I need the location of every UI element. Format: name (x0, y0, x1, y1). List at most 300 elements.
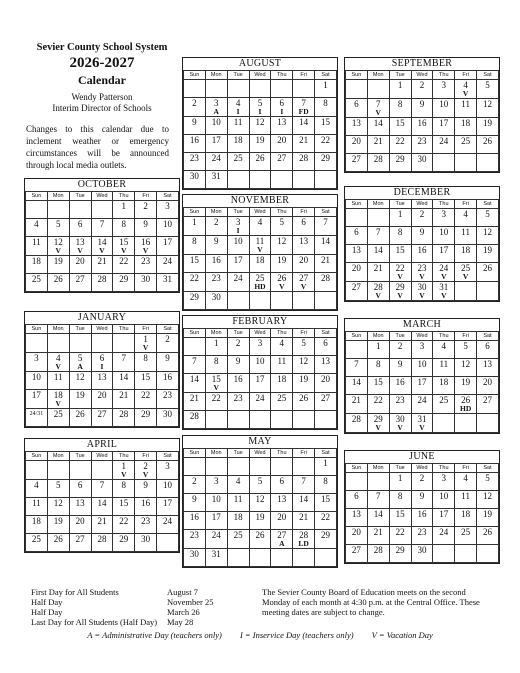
day-marker: I (236, 226, 240, 235)
day-cell (271, 171, 293, 189)
day-cell (91, 409, 113, 427)
day-marker: V (300, 282, 307, 291)
day-cell (69, 237, 91, 256)
weekday-header: Sun (26, 325, 48, 334)
day-cell (91, 334, 113, 353)
day-number: 5 (279, 217, 285, 227)
day-number: 20 (299, 255, 309, 265)
week-row (346, 80, 499, 99)
day-cell (69, 498, 91, 516)
day-number: 20 (75, 516, 85, 526)
day-number: 23 (417, 527, 427, 537)
day-number: 19 (299, 374, 309, 384)
day-cell (26, 353, 48, 372)
day-cell (477, 395, 499, 414)
day-number: 22 (395, 263, 405, 273)
day-cell (433, 118, 455, 136)
weekday-header: Wed (249, 449, 271, 458)
day-cell (249, 338, 271, 356)
day-cell (227, 393, 249, 411)
day-cell (455, 227, 477, 245)
day-number: 22 (119, 516, 129, 526)
day-cell (346, 509, 368, 527)
day-cell (47, 498, 69, 516)
day-number: 2 (235, 338, 241, 348)
day-cell (113, 409, 135, 427)
day-cell (271, 135, 293, 153)
day-cell (315, 255, 337, 273)
day-cell (227, 135, 249, 153)
day-number: 12 (461, 359, 471, 369)
day-cell (389, 282, 411, 301)
weekday-header: Thu (433, 200, 455, 209)
day-cell (271, 549, 293, 567)
week-row (26, 498, 179, 516)
day-number: 8 (214, 356, 219, 366)
day-cell (26, 219, 48, 237)
day-number: 6 (354, 227, 359, 237)
day-cell (367, 377, 389, 395)
day-cell (455, 377, 477, 395)
weekday-header: Fri (135, 192, 157, 201)
weekday-header: Thu (433, 332, 455, 341)
day-cell (135, 390, 157, 409)
day-number: 17 (211, 512, 221, 522)
day-cell (227, 338, 249, 356)
day-number: 13 (483, 359, 493, 369)
day-cell (135, 516, 157, 534)
day-number: 30 (211, 292, 221, 302)
week-row (346, 99, 499, 118)
day-number: 11 (233, 494, 243, 504)
day-number: 23 (189, 530, 199, 540)
weekday-header: Tue (389, 71, 411, 80)
day-number: 26 (75, 409, 85, 419)
day-number: 3 (214, 98, 219, 108)
day-cell (69, 461, 91, 480)
day-marker: V (121, 470, 127, 479)
day-cell (293, 255, 315, 273)
day-number: 12 (483, 491, 493, 501)
day-cell (433, 359, 455, 377)
day-cell (47, 274, 69, 292)
day-cell (411, 136, 433, 154)
day-cell (184, 393, 206, 411)
day-cell (433, 509, 455, 527)
day-number: 3 (34, 353, 39, 363)
day-number: 28 (97, 274, 107, 284)
day-cell (249, 393, 271, 411)
weekday-header: Thu (271, 329, 293, 338)
day-number: 19 (255, 135, 265, 145)
day-cell (249, 458, 271, 476)
day-number: 10 (439, 227, 449, 237)
month-title: JUNE (409, 451, 435, 462)
day-cell (293, 292, 315, 310)
day-number: 18 (31, 256, 41, 266)
day-cell (433, 209, 455, 227)
day-number: 21 (97, 256, 107, 266)
day-number: 29 (141, 409, 151, 419)
day-number: 25 (53, 409, 63, 419)
day-number: 26 (277, 273, 287, 283)
day-number: 5 (257, 476, 263, 486)
day-number: 1 (397, 80, 403, 90)
day-number: 1 (192, 217, 197, 227)
day-cell (205, 153, 227, 171)
day-number: 20 (351, 527, 361, 537)
day-cell (477, 341, 499, 359)
day-cell (411, 99, 433, 118)
day-number: 29 (119, 274, 129, 284)
weekday-header: Wed (91, 325, 113, 334)
day-number: 4 (34, 219, 39, 229)
day-cell (346, 545, 368, 563)
day-cell (477, 99, 499, 118)
day-number: 27 (97, 409, 107, 419)
day-cell (315, 530, 337, 549)
day-cell (433, 263, 455, 282)
week-row (26, 534, 179, 552)
weekday-header: Tue (69, 192, 91, 201)
weekday-header: Sat (477, 200, 499, 209)
month-december (344, 186, 500, 302)
day-cell (227, 171, 249, 189)
weekday-header: Mon (47, 452, 69, 461)
day-number: 7 (99, 219, 105, 229)
day-cell (113, 274, 135, 292)
day-number: 12 (277, 236, 287, 246)
day-cell (315, 153, 337, 171)
month-table (25, 451, 179, 552)
month-table (345, 463, 499, 563)
day-number: 22 (395, 136, 405, 146)
day-cell (477, 209, 499, 227)
day-number: 30 (189, 549, 199, 559)
day-number: 27 (483, 395, 493, 405)
day-cell (69, 334, 91, 353)
day-cell (184, 236, 206, 255)
weekday-header: Thu (271, 449, 293, 458)
day-cell (293, 273, 315, 292)
director-role: Interim Director of Schools (52, 103, 152, 113)
day-cell (367, 263, 389, 282)
day-number: 18 (461, 245, 471, 255)
weekday-header: Fri (135, 325, 157, 334)
day-number: 26 (483, 136, 493, 146)
day-number: 24 (439, 263, 449, 273)
day-cell (249, 236, 271, 255)
day-cell (455, 473, 477, 491)
day-number: 22 (321, 512, 331, 522)
weekday-header: Mon (205, 208, 227, 217)
day-number: 9 (214, 236, 219, 246)
day-marker: V (142, 343, 149, 352)
day-cell (135, 461, 157, 480)
day-cell (346, 341, 368, 359)
day-cell (205, 273, 227, 292)
key-date-label: First Day for All Students (31, 587, 119, 597)
week-row (184, 217, 337, 236)
day-number: 27 (299, 273, 309, 283)
day-number: 14 (351, 377, 361, 387)
day-number: 2 (214, 217, 219, 227)
day-marker: V (441, 291, 447, 300)
day-number: 12 (255, 494, 265, 504)
day-marker: HD (254, 282, 266, 291)
month-title: SEPTEMBER (391, 58, 453, 69)
day-cell (227, 549, 249, 567)
day-cell (367, 545, 389, 563)
day-number: 15 (395, 118, 405, 128)
day-cell (271, 512, 293, 530)
day-number: 19 (75, 390, 85, 400)
weekday-header: Tue (227, 71, 249, 80)
day-cell (184, 476, 206, 494)
day-cell (184, 530, 206, 549)
day-cell (91, 498, 113, 516)
weekday-header: Sat (315, 449, 337, 458)
day-number: 11 (32, 237, 41, 247)
day-cell (205, 512, 227, 530)
day-number: 15 (189, 255, 199, 265)
day-number: 28 (97, 534, 107, 544)
weekday-header: Fri (455, 332, 477, 341)
day-number: 19 (483, 245, 493, 255)
weekday-header: Fri (135, 452, 157, 461)
day-cell (455, 282, 477, 301)
day-cell (433, 377, 455, 395)
day-cell (249, 356, 271, 374)
weekday-header: Sun (184, 208, 206, 217)
day-cell (477, 136, 499, 154)
day-cell (69, 201, 91, 219)
day-cell (293, 411, 315, 429)
week-row (346, 154, 499, 172)
day-number: 5 (485, 473, 490, 483)
weekday-header: Wed (249, 71, 271, 80)
day-number: 15 (395, 245, 405, 255)
day-number: 22 (141, 390, 151, 400)
day-cell (411, 227, 433, 245)
day-number: 14 (299, 117, 309, 127)
day-cell (227, 512, 249, 530)
day-number: 5 (485, 209, 490, 219)
day-number: 27 (351, 545, 361, 555)
day-number: 25 (233, 530, 243, 540)
day-cell (411, 341, 433, 359)
day-cell (433, 341, 455, 359)
weekday-header: Tue (69, 325, 91, 334)
day-number: 9 (192, 117, 197, 127)
day-number: 8 (376, 359, 381, 369)
weekday-header: Thu (113, 325, 135, 334)
day-number: 23 (189, 153, 199, 163)
day-cell (135, 201, 157, 219)
day-number: 26 (483, 527, 493, 537)
month-april (24, 438, 180, 553)
day-cell (47, 353, 69, 372)
day-cell (455, 136, 477, 154)
day-number: 8 (192, 236, 197, 246)
day-number: 17 (163, 237, 173, 247)
day-cell (69, 274, 91, 292)
day-number: 24 (211, 153, 221, 163)
day-cell (389, 209, 411, 227)
day-marker: V (375, 108, 381, 117)
day-number: 19 (53, 516, 63, 526)
week-row (346, 395, 499, 414)
day-cell (346, 282, 368, 301)
weekday-header: Mon (367, 332, 389, 341)
day-cell (113, 372, 135, 390)
day-cell (433, 473, 455, 491)
day-number: 9 (192, 494, 197, 504)
day-number: 27 (75, 534, 85, 544)
day-number: 21 (119, 390, 129, 400)
day-cell (389, 263, 411, 282)
day-number: 2 (165, 334, 170, 344)
day-number: 16 (189, 512, 199, 522)
day-number: 27 (351, 154, 361, 164)
day-cell (346, 473, 368, 491)
day-cell (315, 476, 337, 494)
day-marker: V (121, 246, 127, 255)
day-cell (205, 171, 227, 189)
day-cell (227, 153, 249, 171)
weekday-header: Fri (455, 71, 477, 80)
week-row (26, 353, 179, 372)
week-row (184, 476, 337, 494)
day-number: 25 (255, 273, 265, 283)
day-cell (271, 458, 293, 476)
weekday-header: Thu (113, 192, 135, 201)
weekday-header: Sat (315, 208, 337, 217)
day-cell (315, 374, 337, 393)
day-number: 20 (321, 374, 331, 384)
day-number: 13 (75, 237, 85, 247)
day-number: 26 (53, 274, 63, 284)
day-cell (91, 534, 113, 552)
weekday-header: Thu (271, 208, 293, 217)
day-number: 21 (373, 263, 383, 273)
day-number: 6 (279, 98, 285, 108)
day-cell (227, 530, 249, 549)
day-cell (249, 292, 271, 310)
month-october (24, 178, 180, 293)
day-cell (113, 237, 135, 256)
day-cell (47, 201, 69, 219)
week-row (184, 512, 337, 530)
day-cell (293, 374, 315, 393)
day-cell (205, 236, 227, 255)
weekday-header: Tue (69, 452, 91, 461)
day-cell (346, 377, 368, 395)
day-cell (389, 395, 411, 414)
day-number: 20 (97, 390, 107, 400)
day-cell (315, 458, 337, 476)
day-number: 17 (439, 118, 449, 128)
day-number: 25 (461, 136, 471, 146)
day-number: 3 (235, 217, 241, 227)
day-cell (411, 509, 433, 527)
day-number: 7 (323, 217, 328, 227)
day-cell (455, 80, 477, 99)
day-cell (346, 209, 368, 227)
director-name: Wendy Patterson (71, 92, 133, 102)
day-number: 8 (121, 219, 127, 229)
week-row (26, 390, 179, 409)
day-number: 4 (463, 473, 468, 483)
day-number: 1 (376, 341, 381, 351)
day-number: 10 (439, 99, 449, 109)
day-number: 10 (439, 491, 449, 501)
day-number: 13 (351, 509, 361, 519)
day-cell (135, 498, 157, 516)
day-number: 3 (441, 209, 447, 219)
day-number: 23 (141, 256, 151, 266)
week-row (184, 494, 337, 512)
day-number: 5 (56, 480, 61, 490)
day-marker: A (279, 539, 285, 548)
day-marker: V (257, 245, 263, 254)
day-number: 28 (299, 530, 309, 540)
day-number: 7 (192, 356, 197, 366)
day-number: 11 (461, 227, 470, 237)
day-cell (113, 219, 135, 237)
day-cell (433, 414, 455, 433)
day-number: 12 (483, 99, 493, 109)
day-number: 21 (189, 393, 199, 403)
day-number: 3 (214, 476, 219, 486)
week-row (184, 80, 337, 98)
day-cell (455, 359, 477, 377)
day-number: 17 (233, 255, 243, 265)
day-cell (91, 480, 113, 498)
day-cell (367, 282, 389, 301)
key-date-value: March 26 (167, 607, 200, 617)
day-cell (389, 527, 411, 545)
day-cell (433, 136, 455, 154)
day-cell (293, 512, 315, 530)
day-cell (433, 282, 455, 301)
day-cell (271, 80, 293, 98)
day-cell (184, 458, 206, 476)
month-table (183, 328, 337, 429)
day-cell (477, 473, 499, 491)
day-cell (69, 219, 91, 237)
day-cell (157, 461, 179, 480)
day-number: 8 (121, 480, 127, 490)
day-cell (433, 154, 455, 172)
day-cell (91, 237, 113, 256)
day-number: 6 (354, 491, 359, 501)
day-number: 26 (255, 153, 265, 163)
day-cell (455, 395, 477, 414)
day-cell (184, 411, 206, 429)
day-number: 7 (301, 476, 306, 486)
day-cell (315, 338, 337, 356)
day-number: 13 (321, 356, 331, 366)
day-number: 2 (419, 209, 425, 219)
day-number: 30 (163, 409, 173, 419)
day-cell (477, 509, 499, 527)
day-number: 7 (376, 99, 381, 109)
day-number: 15 (321, 494, 331, 504)
week-row (346, 263, 499, 282)
day-cell (455, 545, 477, 563)
day-cell (113, 201, 135, 219)
